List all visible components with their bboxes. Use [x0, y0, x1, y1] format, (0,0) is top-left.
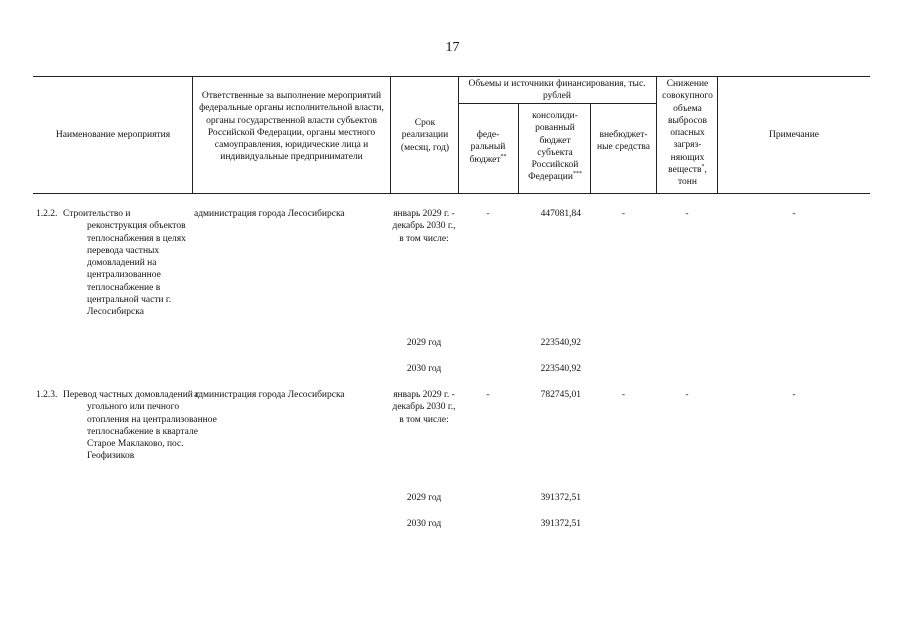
header-financing: Объемы и источники финансирования, тыс. рублей [468, 79, 646, 102]
subrow-consolidated: 391372,51 [540, 519, 581, 529]
column-divider [390, 76, 391, 193]
header-name: Наименование мероприятия [55, 130, 171, 140]
row-federal: - [486, 209, 490, 219]
header-term: Срок реализации (месяц, год) [400, 118, 450, 153]
row-extrabudget: - [621, 390, 626, 400]
column-divider [656, 76, 657, 193]
row-federal: - [486, 390, 490, 400]
subrow-consolidated: 223540,92 [540, 364, 581, 374]
row-reduction: - [685, 209, 689, 219]
row-consolidated: 447081,84 [540, 209, 581, 219]
header-extrabudget: внебюджет-ные средства [597, 130, 650, 153]
column-divider [192, 76, 193, 193]
row-number: 1.2.2. [36, 209, 58, 219]
row-extrabudget: - [621, 209, 626, 219]
page-number: 17 [445, 40, 460, 55]
subrow-term: 2029 год [406, 493, 442, 503]
subrow-consolidated: 391372,51 [540, 493, 581, 503]
header-reduction: Снижение совокупного объема выбросов опасных загряз-няющих веществ*, тонн [662, 79, 713, 188]
column-divider [590, 103, 591, 193]
financing-subheader-border [458, 103, 656, 104]
header-consolidated: консолиди-рованный бюджет субъекта Российской Федерации*** [528, 111, 582, 183]
row-number: 1.2.3. [36, 390, 58, 400]
column-divider [717, 76, 718, 193]
header-federal: феде-ральный бюджет** [469, 130, 507, 165]
subrow-term: 2030 год [406, 364, 442, 374]
row-term: январь 2029 г. - декабрь 2030 г., в том числе: [392, 209, 456, 244]
row-term: январь 2029 г. - декабрь 2030 г., в том числе: [392, 390, 456, 425]
row-name: Строительство и реконструкция объектов теплоснабжения в целях перевода частных домовладений на централизованное теплоснабжение в центральной части г. Лесосибирска [63, 209, 186, 318]
table-header-bottom-border [33, 193, 870, 194]
row-responsible: администрация города Лесосибирска [194, 209, 345, 219]
row-name: Перевод частных домовладений с угольного или печного отопления на централизованное теплоснабжение в квартале Старое Маклаково, пос. Геофизиков [63, 390, 217, 462]
row-responsible: администрация города Лесосибирска [194, 390, 345, 400]
header-responsible: Ответственные за выполнение мероприятий федеральные органы исполнительной власти, органы государственной власти субъектов Российской Федерации, органы местного самоуправления, юридические лица и индивидуальные предприниматели [199, 91, 384, 163]
subrow-consolidated: 223540,92 [540, 338, 581, 348]
subrow-term: 2029 год [406, 338, 442, 348]
column-divider [458, 76, 459, 193]
column-divider [518, 103, 519, 193]
row-reduction: - [685, 390, 689, 400]
subrow-term: 2030 год [406, 519, 442, 529]
row-note: - [792, 209, 796, 219]
row-consolidated: 782745,01 [540, 390, 581, 400]
header-note: Примечание [768, 130, 820, 140]
row-note: - [792, 390, 796, 400]
table-top-border [33, 76, 870, 77]
